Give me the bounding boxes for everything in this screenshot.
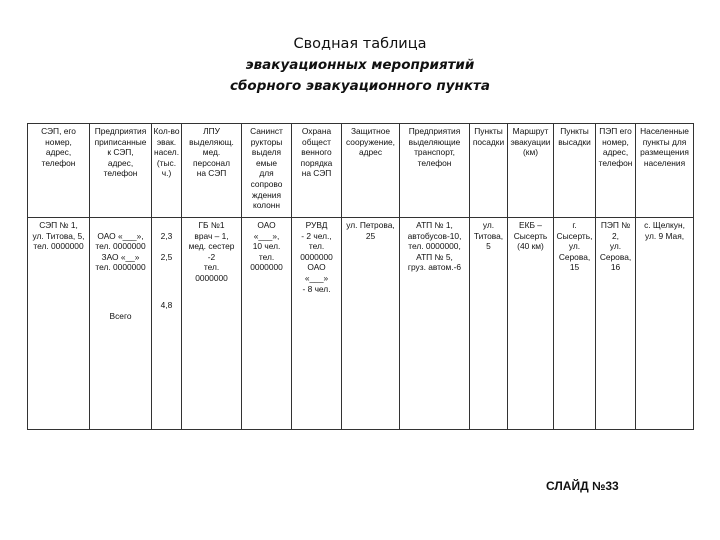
table-cell: СЭП № 1, ул. Титова, 5, тел. 0000000 — [28, 218, 90, 430]
title-block — [0, 34, 720, 97]
header-cell: Маршрут эвакуации (км) — [508, 124, 554, 218]
table-cell: ОАО «___», 10 чел. тел. 0000000 — [242, 218, 292, 430]
header-cell: Охрана общест венного порядка на СЭП — [292, 124, 342, 218]
header-cell: Кол-во эвак. насел. (тыс. ч.) — [152, 124, 182, 218]
header-cell: Пункты посадки — [470, 124, 508, 218]
header-cell: СЭП, его номер, адрес, телефон — [28, 124, 90, 218]
header-cell: ПЭП его номер, адрес, телефон — [596, 124, 636, 218]
table-cell: АТП № 1, автобусов-10, тел. 0000000, АТП № 5, груз. автом.-6 — [400, 218, 470, 430]
header-cell: Предприятия выделяющие транспорт, телефон — [400, 124, 470, 218]
table-cell — [90, 218, 152, 430]
header-cell: Населенные пункты для размещения населения — [636, 124, 694, 218]
table-cell: ул. Петрова, 25 — [342, 218, 400, 430]
table-cell: ул. Титова, 5 — [470, 218, 508, 430]
title-line-3: сборного эвакуационного пункта — [230, 78, 490, 94]
table-cell: ПЭП № 2, ул. Серова, 16 — [596, 218, 636, 430]
table-cell: ГБ №1 врач – 1, мед. сестер -2 тел. 0000000 — [182, 218, 242, 430]
header-cell: Пункты высадки — [554, 124, 596, 218]
header-cell: Защитное сооружение, адрес — [342, 124, 400, 218]
header-cell: Санинст рукторы выделя емые для сопрово ждения колонн — [242, 124, 292, 218]
header-row — [28, 124, 694, 218]
table-row — [28, 218, 694, 430]
population-text: 2,3 2,5 — [160, 230, 173, 262]
table-cell: РУВД - 2 чел., тел. 0000000 ОАО «___» - 8 чел. — [292, 218, 342, 430]
slide-number: СЛАЙД №33 — [546, 479, 619, 493]
table-cell — [152, 218, 182, 430]
total-value: 4,8 — [160, 300, 173, 311]
enterprises-text: ОАО «___», тел. 0000000 ЗАО «__» тел. 0000000 — [95, 230, 146, 273]
header-cell: Предприятия приписанные к СЭП, адрес, телефон — [90, 124, 152, 218]
title-line-1: Сводная таблица — [293, 36, 427, 52]
title-line-2: эвакуационных мероприятий — [245, 57, 475, 73]
table-cell: ЕКБ – Сысерть (40 км) — [508, 218, 554, 430]
header-cell: ЛПУ выделяющ. мед. персонал на СЭП — [182, 124, 242, 218]
table-cell: г. Сысерть, ул. Серова, 15 — [554, 218, 596, 430]
evacuation-table — [27, 123, 694, 430]
table-cell: с. Щелкун, ул. 9 Мая, — [636, 218, 694, 430]
total-label: Всего — [109, 310, 132, 321]
